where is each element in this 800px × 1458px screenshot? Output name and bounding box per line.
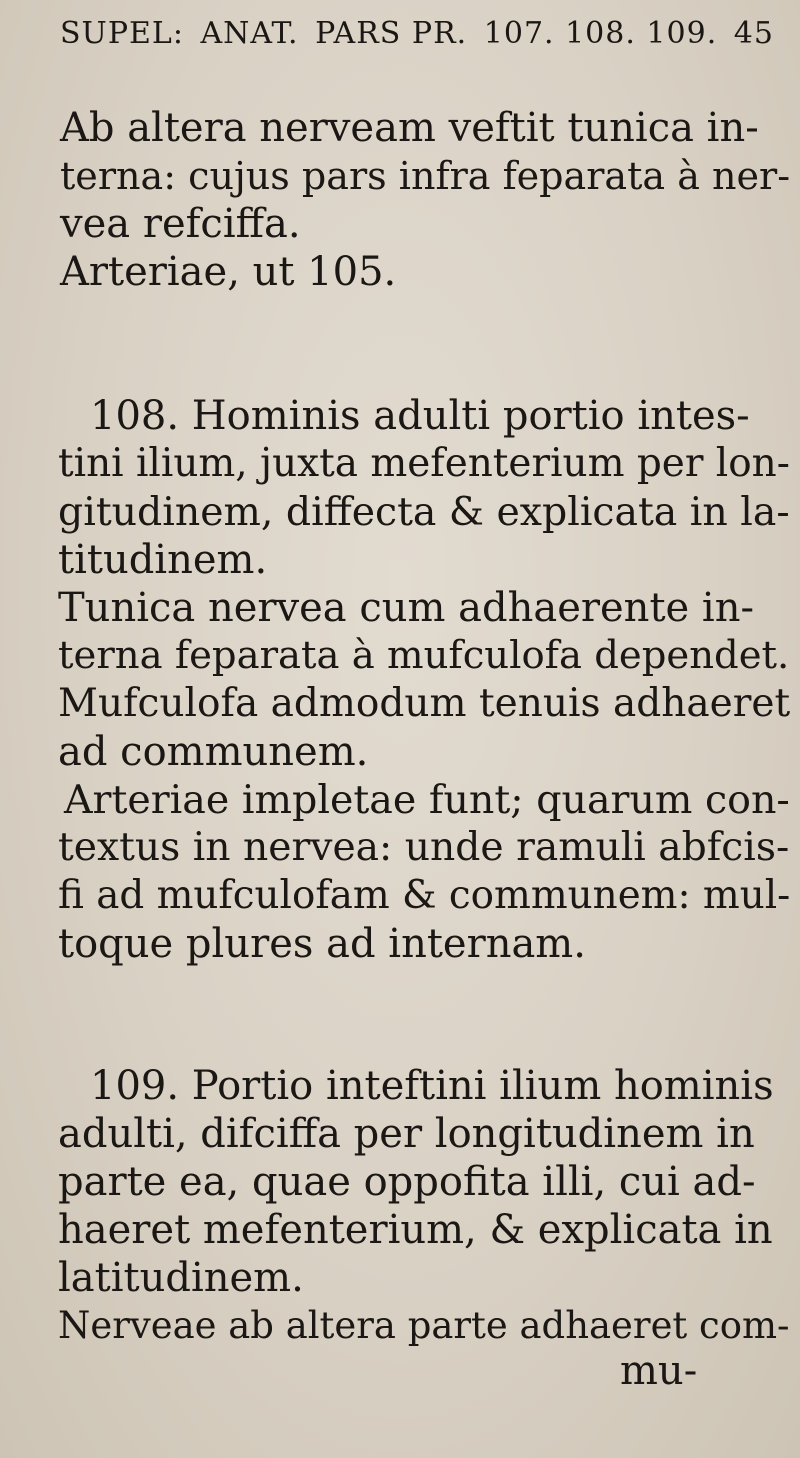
text-line: terna feparata à mufculofa dependet. <box>58 633 790 678</box>
text-line: Mufculofa admodum tenuis adhaeret <box>58 681 791 726</box>
text-line: titudinem. <box>58 537 268 583</box>
text-line: terna: cujus pars infra feparata à ner- <box>60 154 791 198</box>
text-line: latitudinem. <box>58 1255 304 1301</box>
page-number: 45 <box>733 16 774 51</box>
text-line: textus in nervea: unde ramuli abfcis- <box>58 825 790 870</box>
text-line: fi ad mufculofam & communem: mul- <box>58 873 791 918</box>
text-line: Arteriae, ut 105. <box>60 249 397 295</box>
text-line: vea refciffa. <box>60 201 301 247</box>
text-line: parte ea, quae oppofita illi, cui ad- <box>58 1159 756 1205</box>
running-header <box>60 16 780 51</box>
header-part: PARS PR. <box>315 16 468 51</box>
text-line: Arteriae impletae funt; quarum con- <box>64 777 790 823</box>
text-line: ad communem. <box>58 729 369 775</box>
text-line: 109. Portio inteftini ilium hominis <box>90 1063 774 1109</box>
text-line: haeret mefenterium, & explicata in <box>58 1207 773 1253</box>
text-line: tini ilium, juxta mefenterium per lon- <box>58 441 790 486</box>
text-line: gitudinem, diffecta & explicata in la- <box>58 489 790 535</box>
text-line: adulti, difciffa per longitudinem in <box>58 1111 755 1157</box>
header-subject: ANAT. <box>200 16 299 51</box>
text-line: 108. Hominis adulti portio intes- <box>90 393 750 439</box>
header-pages: 107. 108. 109. <box>483 16 718 51</box>
text-line: Ab altera nerveam veftit tunica in- <box>60 105 759 151</box>
text-line: Tunica nervea cum adhaerente in- <box>58 585 754 631</box>
text-line: toque plures ad internam. <box>58 921 586 967</box>
header-section: SUPEL: <box>60 16 184 51</box>
catchword: mu- <box>620 1348 698 1394</box>
text-line: Nerveae ab altera parte adhaeret com- <box>58 1304 790 1347</box>
